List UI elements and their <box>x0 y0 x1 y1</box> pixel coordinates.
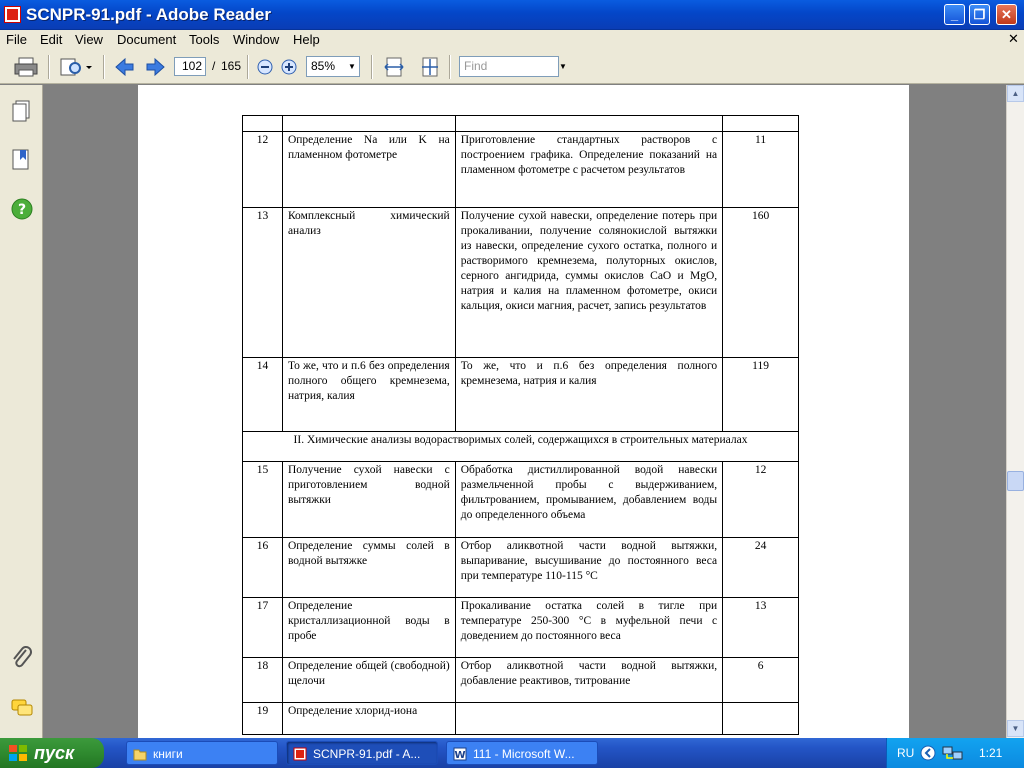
table-row <box>243 703 799 735</box>
row-value: 12 <box>723 462 799 538</box>
document-area <box>43 85 1006 738</box>
menu-view[interactable]: View <box>75 32 103 47</box>
row-description: Приготовление стандартных растворов с построением графика. Определение показаний на пламенном фотометре с расчетом результатов <box>455 132 722 208</box>
find-input[interactable]: Find <box>459 56 559 77</box>
network-icon[interactable] <box>941 744 965 762</box>
chevron-down-icon[interactable]: ▼ <box>348 62 356 71</box>
row-name: Получение сухой навески с приготовлением водной вытяжки <box>282 462 455 538</box>
table-row <box>243 132 799 208</box>
zoom-out-icon[interactable] <box>256 58 274 80</box>
page-total: 165 <box>221 59 242 73</box>
close-button[interactable]: ✕ <box>996 4 1017 25</box>
row-name: То же, что и п.6 без определения полного общего кремнезема, натрия, калия <box>282 358 455 432</box>
row-value <box>723 703 799 735</box>
row-value: 11 <box>723 132 799 208</box>
folder-icon <box>133 747 147 761</box>
row-value: 160 <box>723 208 799 358</box>
menu-file[interactable]: File <box>6 32 27 47</box>
menu-document[interactable]: Document <box>117 32 177 47</box>
page-number-input[interactable]: 102 <box>174 57 206 76</box>
row-description: Обработка дистиллированной водой навески размельченной пробы с выдерживанием, фильтрованием, промыванием, добавлением воды до определенного объема <box>455 462 722 538</box>
menu-edit[interactable]: Edit <box>40 32 63 47</box>
start-button[interactable] <box>0 738 104 768</box>
close-document-icon[interactable]: ✕ <box>1008 31 1019 46</box>
menu-tools[interactable]: Tools <box>189 32 220 47</box>
scroll-up-icon[interactable]: ▲ <box>1007 85 1024 102</box>
table-row <box>243 598 799 658</box>
price-table <box>242 115 799 735</box>
row-number: 13 <box>243 208 283 358</box>
fit-width-icon[interactable] <box>383 56 405 78</box>
section-title: II. Химические анализы водорастворимых солей, содержащихся в строительных материалах <box>243 432 799 462</box>
adobe-reader-icon <box>4 6 21 23</box>
pages-icon[interactable] <box>10 98 34 124</box>
row-name: Определение кристаллизационной воды в пробе <box>282 598 455 658</box>
row-name: Определение суммы солей в водной вытяжке <box>282 538 455 598</box>
word-icon <box>453 747 467 761</box>
help-icon[interactable] <box>10 197 34 223</box>
row-value: 119 <box>723 358 799 432</box>
clock: 1:21 <box>979 746 1003 760</box>
navigation-panel <box>0 85 43 738</box>
row-number: 16 <box>243 538 283 598</box>
svg-text:?: ? <box>17 202 27 218</box>
search-document-icon[interactable] <box>58 56 94 78</box>
table-row <box>243 116 799 132</box>
fit-page-icon[interactable] <box>419 56 441 78</box>
table-row <box>243 358 799 432</box>
previous-page-icon[interactable] <box>113 56 135 78</box>
print-icon[interactable] <box>13 56 39 78</box>
row-number: 14 <box>243 358 283 432</box>
tray-arrow-icon[interactable] <box>920 745 936 761</box>
table-row <box>243 658 799 703</box>
next-page-icon[interactable] <box>145 56 167 78</box>
menu-bar <box>0 30 1024 50</box>
row-number: 15 <box>243 462 283 538</box>
language-indicator[interactable]: RU <box>897 746 915 760</box>
zoom-select[interactable] <box>306 56 360 77</box>
task-adobe-reader[interactable]: SCNPR-91.pdf - A... <box>286 741 438 765</box>
window-title: SCNPR-91.pdf - Adobe Reader <box>26 5 271 24</box>
row-name: Определение Na или K на пламенном фотометре <box>282 132 455 208</box>
vertical-scrollbar[interactable] <box>1006 85 1024 738</box>
row-description: Получение сухой навески, определение потерь при прокаливании, получение солянокислой вытяжки из навески, определение сухого остатка, полного и растворимого кремнезема, полуторных окислов, серного ангидрида, суммы окислов CaO и MgO, натрия и калия на пламенном фотометре, окиси кальция, окиси магния, расчет, запись результатов <box>455 208 722 358</box>
row-name: Комплексный химический анализ <box>282 208 455 358</box>
row-description: Отбор аликвотной части водной вытяжки, выпаривание, высушивание до постоянного веса при температуре 110-115 °C <box>455 538 722 598</box>
row-number: 19 <box>243 703 283 735</box>
row-number: 17 <box>243 598 283 658</box>
find-dropdown-icon[interactable]: ▼ <box>559 62 567 71</box>
table-row <box>243 538 799 598</box>
scroll-down-icon[interactable]: ▼ <box>1007 720 1024 737</box>
pdf-icon <box>293 747 307 761</box>
zoom-value: 85% <box>311 59 336 73</box>
pdf-page <box>138 85 909 738</box>
row-number: 12 <box>243 132 283 208</box>
row-description: То же, что и п.6 без определения полного кремнезема, натрия и калия <box>455 358 722 432</box>
table-row <box>243 462 799 538</box>
table-row <box>243 208 799 358</box>
title-bar <box>0 0 1024 30</box>
windows-logo-icon <box>8 744 28 762</box>
menu-help[interactable]: Help <box>293 32 320 47</box>
maximize-button[interactable]: ❐ <box>969 4 990 25</box>
row-description <box>455 703 722 735</box>
row-value: 13 <box>723 598 799 658</box>
minimize-button[interactable]: _ <box>944 4 965 25</box>
svg-text:W: W <box>454 750 466 761</box>
row-name: Определение общей (свободной) щелочи <box>282 658 455 703</box>
zoom-in-icon[interactable] <box>280 58 298 80</box>
row-value: 24 <box>723 538 799 598</box>
task-folder-books[interactable]: книги <box>126 741 278 765</box>
scroll-thumb[interactable] <box>1007 471 1024 491</box>
row-value: 6 <box>723 658 799 703</box>
row-description: Отбор аликвотной части водной вытяжки, добавление реактивов, титрование <box>455 658 722 703</box>
system-tray <box>886 738 1024 768</box>
start-label: пуск <box>34 743 75 763</box>
row-name: Определение хлорид-иона <box>282 703 455 735</box>
attachments-icon[interactable] <box>10 645 34 671</box>
task-microsoft-word[interactable]: W 111 - Microsoft W... <box>446 741 598 765</box>
row-number: 18 <box>243 658 283 703</box>
comments-icon[interactable] <box>10 695 34 721</box>
page-separator: / <box>212 59 216 73</box>
menu-window[interactable]: Window <box>233 32 280 47</box>
bookmarks-icon[interactable] <box>10 147 34 173</box>
row-description: Прокаливание остатка солей в тигле при температуре 250-300 °C в муфельной печи с доведением до постоянного веса <box>455 598 722 658</box>
section-row <box>243 432 799 462</box>
